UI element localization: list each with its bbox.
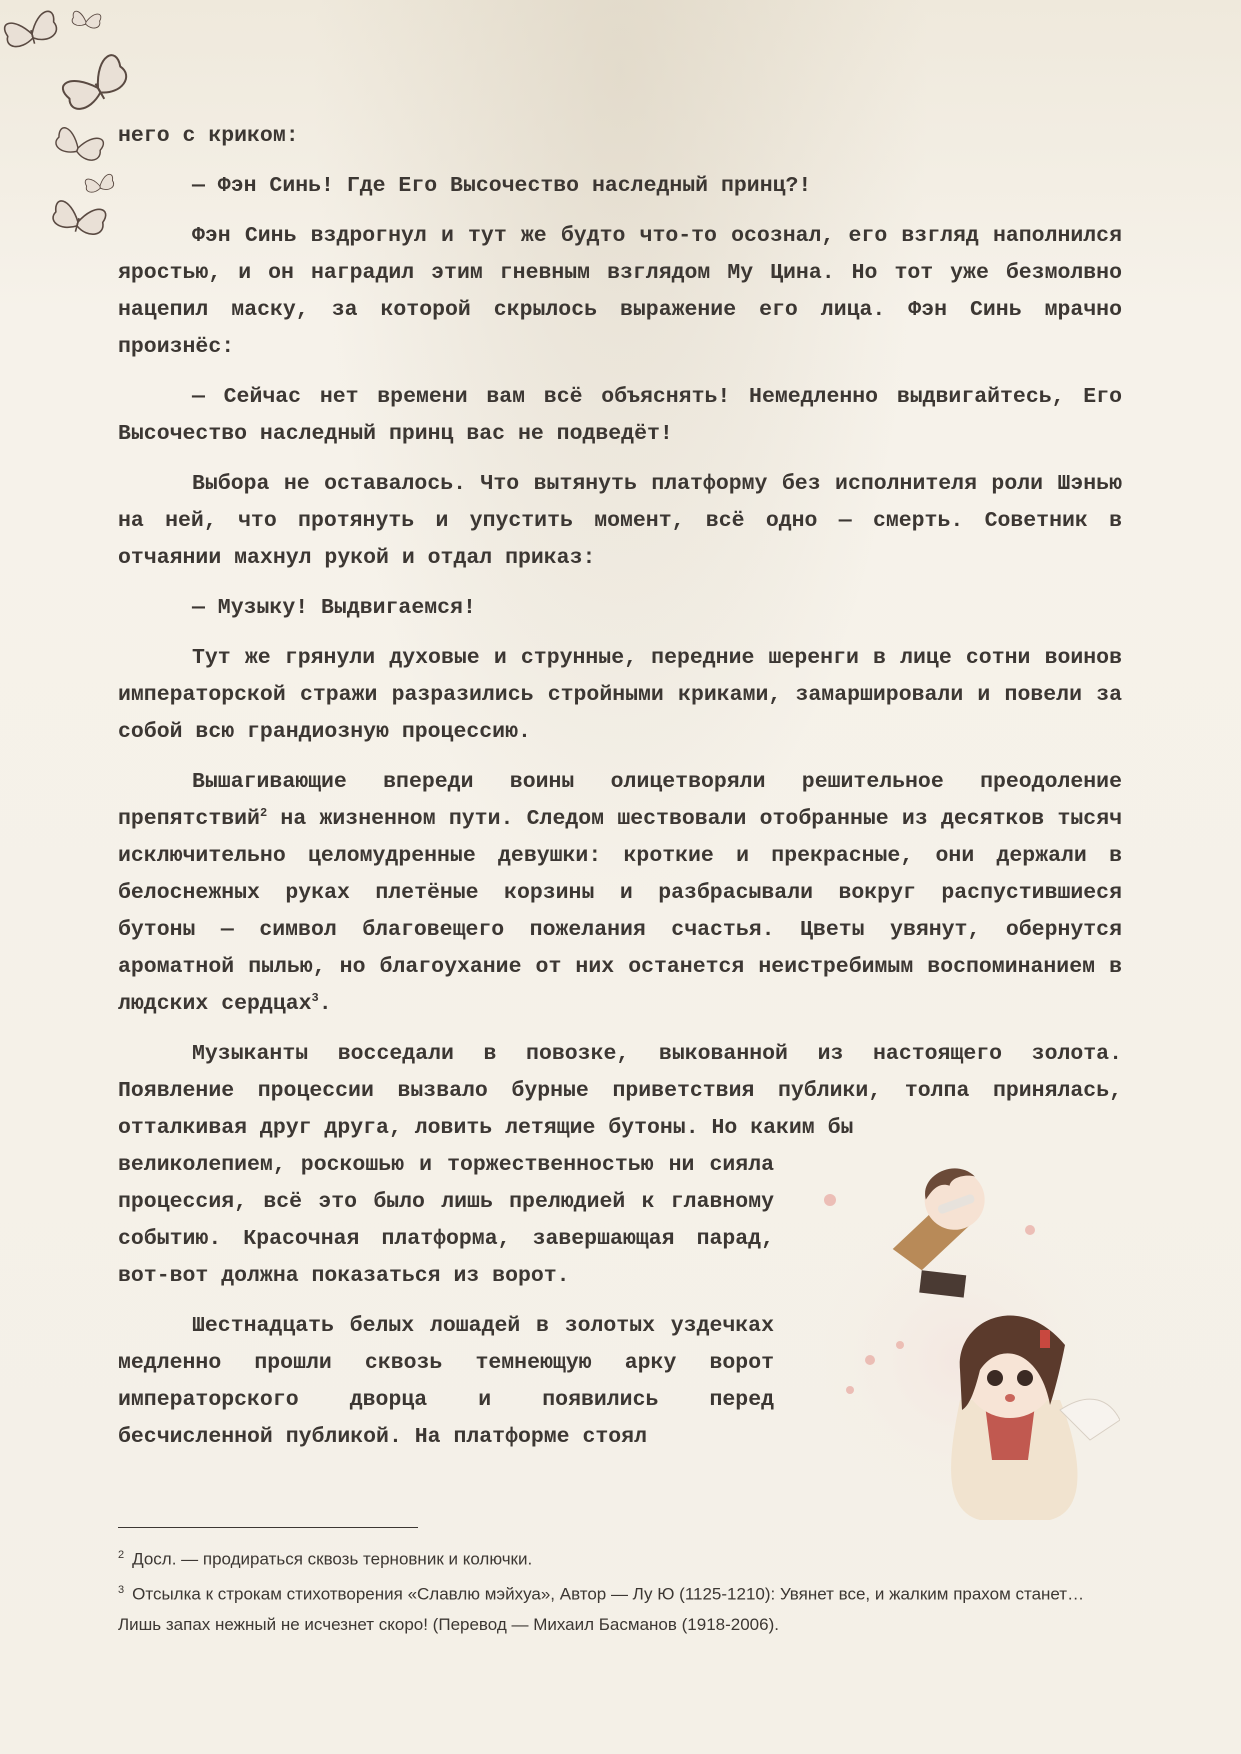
paragraph: великолепием, роскошью и торжественностью ни сияла процессия, всё это было лишь прелюдией к главному событию. Красочная платформа, завершающая парад, вот-вот должна показаться из ворот. <box>118 1153 774 1288</box>
chibi-characters-illustration <box>790 1160 1120 1520</box>
paragraph: — Сейчас нет времени вам всё объяснять! Немедленно выдвигайтесь, Его Высочество наследный принц вас не подведёт! <box>118 385 1122 446</box>
paragraph-text: . <box>318 992 332 1016</box>
footnote-text: Досл. — продираться сквозь терновник и колючки. <box>132 1549 533 1569</box>
paragraph-with-footnotes <box>118 764 1122 1023</box>
footnote-ref: 3 <box>311 990 319 1005</box>
paragraph: него с криком: <box>118 124 299 148</box>
footnote <box>118 1575 1122 1641</box>
paragraph: Шестнадцать белых лошадей в золотых уздечках медленно прошли сквозь темнеющую арку ворот императорского дворца и появились перед бесчисленной публикой. На платформе стоял <box>118 1314 774 1449</box>
paragraph-text: на жизненном пути. Следом шествовали отобранные из десятков тысяч исключительно целомудренные девушки: кроткие и прекрасные, они держали в белоснежных руках плетёные корзины и разбрасывали вокруг распустившиеся бутоны — символ благовещего пожелания счастья. Цветы увянут, обернутся ароматной пылью, но благоухание от них останется неистребимым воспоминанием в людских сердцах <box>118 807 1122 1016</box>
paragraph: Тут же грянули духовые и струнные, передние шеренги в лице сотни воинов императорской стражи разразились стройными криками, замаршировали и повели за собой всю грандиозную процессию. <box>118 646 1122 744</box>
footnote-text: Отсылка к строкам стихотворения «Славлю мэйхуа», Автор — Лу Ю (1125-1210): Увянет все, и жалким прахом станет… Лишь запах нежный не исчезнет скоро! (Перевод — Михаил Басманов (1918-2006). <box>118 1584 1085 1635</box>
footnote-divider <box>118 1527 418 1528</box>
paragraph: — Фэн Синь! Где Его Высочество наследный принц?! <box>192 174 812 198</box>
paragraph: — Музыку! Выдвигаемся! <box>192 596 476 620</box>
footnote-ref: 2 <box>259 805 268 820</box>
footnotes <box>118 1540 1122 1640</box>
footnote <box>118 1540 1122 1575</box>
footnote-number: 2 <box>118 1549 125 1561</box>
paragraph: Выбора не оставалось. Что вытянуть платформу без исполнителя роли Шэнью на ней, что протянуть и упустить момент, всё одно — смерть. Советник в отчаянии махнул рукой и отдал приказ: <box>118 472 1122 570</box>
paragraph: Музыканты восседали в повозке, выкованной из настоящего золота. Появление процессии вызвало бурные приветствия публики, толпа принялась, отталкивая друг друга, ловить летящие бутоны. Но каким бы <box>118 1042 1122 1140</box>
paragraph-text: Вышагивающие впереди воины олицетворяли решительное преодоление препятствий <box>118 770 1122 831</box>
paragraph: Фэн Синь вздрогнул и тут же будто что-то осознал, его взгляд наполнился яростью, и он наградил этим гневным взглядом Му Цина. Но тот уже безмолвно нацепил маску, за которой скрылось выражение его лица. Фэн Синь мрачно произнёс: <box>118 224 1122 359</box>
footnote-number: 3 <box>118 1583 125 1596</box>
